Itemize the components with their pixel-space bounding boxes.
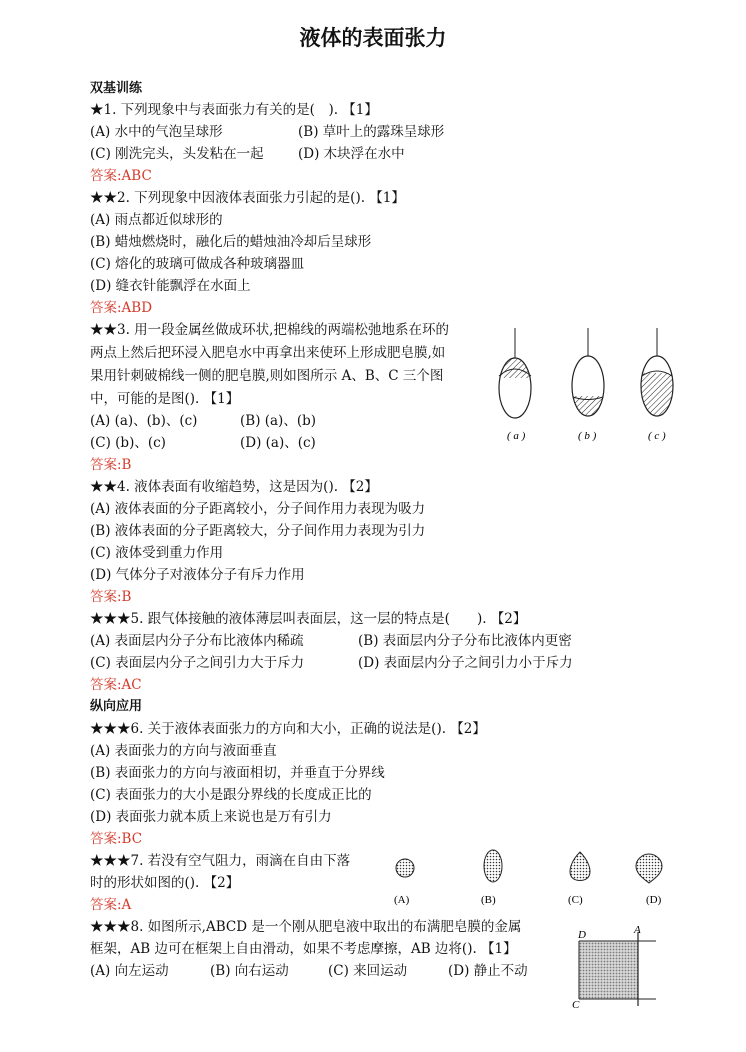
q3-stem-line4: 中，可能的是图(). 【1】 bbox=[90, 391, 240, 407]
q8-label-d: D bbox=[578, 929, 586, 941]
q5-option-d: (D) 表面层内分子之间引力小于斥力 bbox=[358, 655, 573, 671]
q3-figure-label-c: ( c ) bbox=[648, 430, 666, 442]
q3-stem-line1: ★★3. 用一段金属丝做成环状,把棉线的两端松弛地系在环的 bbox=[90, 322, 449, 338]
q7-stem-line2: 时的形状如图的(). 【2】 bbox=[90, 875, 240, 891]
q4-option-c: (C) 液体受到重力作用 bbox=[90, 545, 224, 561]
q7-figure-label-d: (D) bbox=[646, 894, 662, 906]
q1-answer: 答案:ABC bbox=[90, 168, 152, 184]
q3-stem-line3: 果用针刺破棉线一侧的肥皂膜,则如图所示 A、B、C 三个图 bbox=[90, 368, 444, 384]
q3-option-a: (A) (a)、(b)、(c) bbox=[90, 413, 198, 429]
q8-label-a: A bbox=[634, 924, 641, 936]
q4-stem: ★★4. 液体表面有收缩趋势，这是因为(). 【2】 bbox=[90, 479, 378, 495]
q7-drop-c bbox=[570, 852, 590, 881]
q8-stem-line1: ★★★8. 如图所示,ABCD 是一个刚从肥皂液中取出的布满肥皂膜的金属 bbox=[90, 919, 522, 935]
q1-option-a: (A) 水中的气泡呈球形 bbox=[90, 124, 223, 140]
q5-option-a: (A) 表面层内分子分布比液体内稀疏 bbox=[90, 633, 304, 649]
q2-option-c: (C) 熔化的玻璃可做成各种玻璃器皿 bbox=[90, 256, 305, 272]
q8-option-d: (D) 静止不动 bbox=[448, 963, 528, 979]
section-heading-applied: 纵向应用 bbox=[90, 699, 143, 714]
section-heading-basic: 双基训练 bbox=[90, 81, 143, 96]
q7-answer: 答案:A bbox=[90, 897, 132, 913]
q7-drop-a bbox=[396, 859, 414, 877]
q5-stem: ★★★5. 跟气体接触的液体薄层叫表面层，这一层的特点是( ). 【2】 bbox=[90, 611, 527, 627]
q8-soap-film bbox=[579, 941, 638, 999]
q8-label-c: C bbox=[572, 999, 580, 1008]
q7-drop-b bbox=[484, 850, 502, 882]
q7-figure-label-b: (B) bbox=[481, 894, 496, 906]
q3-soap-film-figure bbox=[490, 318, 680, 448]
q3-option-d: (D) (a)、(c) bbox=[240, 435, 316, 451]
q1-option-b: (B) 草叶上的露珠呈球形 bbox=[298, 124, 445, 140]
q4-option-b: (B) 液体表面的分子距离较大，分子间作用力表现为引力 bbox=[90, 523, 426, 539]
q5-answer: 答案:AC bbox=[90, 677, 142, 693]
q3-option-b: (B) (a)、(b) bbox=[240, 413, 317, 429]
q8-stem-line2: 框架，AB 边可在框架上自由滑动，如果不考虑摩擦，AB 边将(). 【1】 bbox=[90, 941, 517, 957]
q6-answer: 答案:BC bbox=[90, 831, 143, 847]
page-title: 液体的表面张力 bbox=[299, 26, 447, 50]
q2-option-b: (B) 蜡烛燃烧时，融化后的蜡烛油冷却后呈球形 bbox=[90, 234, 372, 250]
q4-answer: 答案:B bbox=[90, 589, 132, 605]
q1-option-c: (C) 刚洗完头，头发粘在一起 bbox=[90, 146, 264, 162]
q3-figure-c bbox=[637, 328, 677, 423]
q8-option-b: (B) 向右运动 bbox=[210, 963, 289, 979]
q2-stem: ★★2. 下列现象中因液体表面张力引起的是(). 【1】 bbox=[90, 190, 405, 206]
q7-figure-label-a: (A) bbox=[394, 894, 410, 906]
q6-option-c: (C) 表面张力的大小是跟分界线的长度成正比的 bbox=[90, 787, 372, 803]
q3-stem-line2: 两点上然后把环浸入肥皂水中再拿出来使环上形成肥皂膜,如 bbox=[90, 345, 446, 361]
q7-drop-d bbox=[636, 854, 662, 883]
q7-stem-line1: ★★★7. 若没有空气阻力，雨滴在自由下落 bbox=[90, 853, 351, 869]
q2-option-d: (D) 缝衣针能飘浮在水面上 bbox=[90, 278, 251, 294]
q4-option-d: (D) 气体分子对液体分子有斥力作用 bbox=[90, 567, 305, 583]
q6-option-a: (A) 表面张力的方向与液面垂直 bbox=[90, 743, 277, 759]
q3-option-c: (C) (b)、(c) bbox=[90, 435, 166, 451]
q8-wire-frame-figure bbox=[570, 924, 660, 1008]
q7-raindrop-figure bbox=[390, 846, 680, 910]
q6-stem: ★★★6. 关于液体表面张力的方向和大小，正确的说法是(). 【2】 bbox=[90, 721, 486, 737]
q3-figure-b bbox=[568, 328, 608, 421]
q2-option-a: (A) 雨点都近似球形的 bbox=[90, 212, 223, 228]
q3-figure-label-a: ( a ) bbox=[507, 430, 526, 442]
q1-option-d: (D) 木块浮在水中 bbox=[298, 146, 405, 162]
q8-option-a: (A) 向左运动 bbox=[90, 963, 169, 979]
q6-option-b: (B) 表面张力的方向与液面相切，并垂直于分界线 bbox=[90, 765, 385, 781]
q5-option-b: (B) 表面层内分子分布比液体内更密 bbox=[358, 633, 572, 649]
q5-option-c: (C) 表面层内分子之间引力大于斥力 bbox=[90, 655, 305, 671]
q7-figure-label-c: (C) bbox=[568, 894, 583, 906]
q8-option-c: (C) 来回运动 bbox=[328, 963, 408, 979]
q6-option-d: (D) 表面张力就本质上来说也是万有引力 bbox=[90, 809, 332, 825]
q3-figure-a bbox=[495, 328, 535, 418]
q1-stem: ★1. 下列现象中与表面张力有关的是( ). 【1】 bbox=[90, 102, 378, 118]
q2-answer: 答案:ABD bbox=[90, 300, 153, 316]
q3-figure-label-b: ( b ) bbox=[578, 430, 597, 442]
q3-answer: 答案:B bbox=[90, 457, 132, 473]
q4-option-a: (A) 液体表面的分子距离较小，分子间作用力表现为吸力 bbox=[90, 501, 426, 517]
